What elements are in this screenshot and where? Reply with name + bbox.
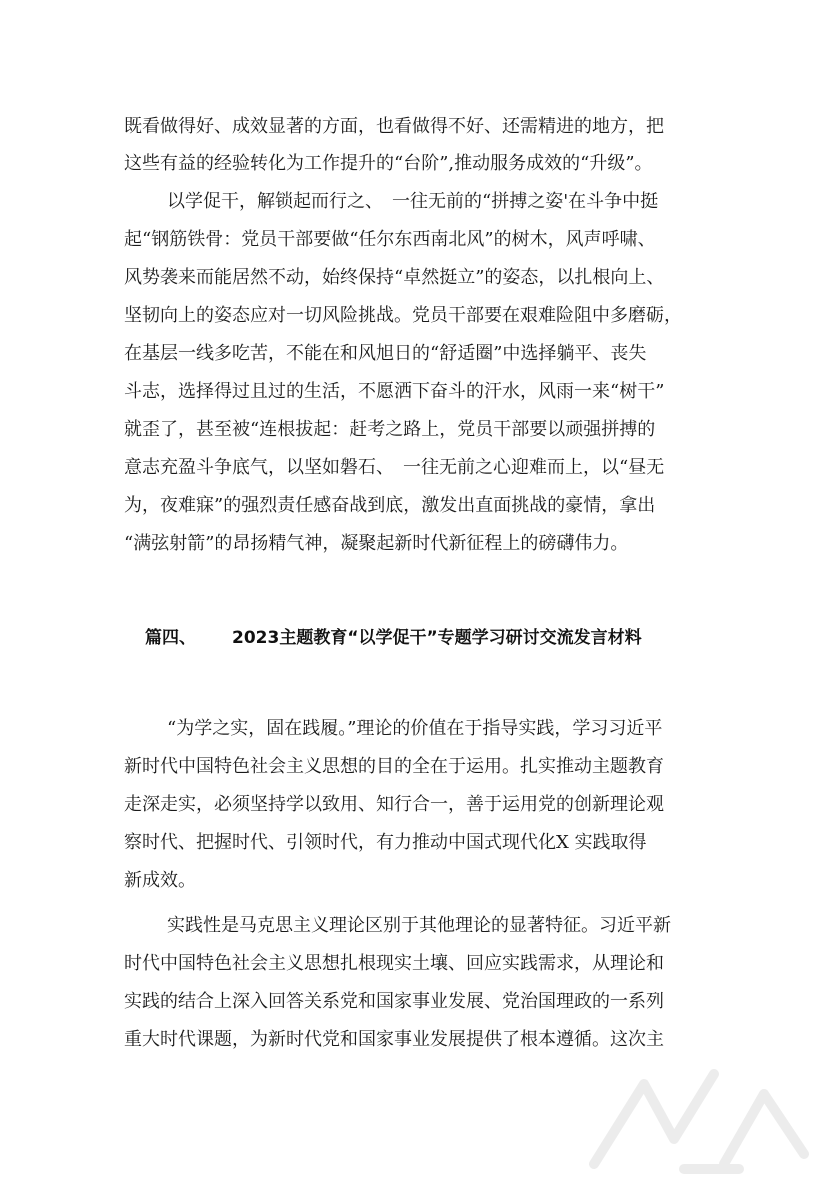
paragraph-line: 起“钢筋铁骨：党员干部要做“任尔东西南北风”的树木，风声呼啸、 [124,229,656,250]
paragraph-line: 重大时代课题，为新时代党和国家事业发展提供了根本遵循。这次主 [124,1029,664,1050]
paragraph-line: 实践性是马克思主义理论区别于其他理论的显著特征。习近平新 [167,915,671,936]
section-heading-title: 2023主题教育“以学促干”专题学习研讨交流发言材料 [232,628,642,648]
paragraph-line: 走深走实，必须坚持学以致用、知行合一，善于运用党的创新理论观 [124,794,664,815]
paragraph-line: 在基层一线多吃苦，不能在和风旭日的“舒适圈”中选择躺平、丧失 [124,343,647,364]
paragraph-line: 新时代中国特色社会主义思想的目的全在于运用。扎实推动主题教育 [124,756,664,777]
paragraph-line: 时代中国特色社会主义思想扎根现实土壤、回应实践需求，从理论和 [124,953,664,974]
paragraph-line: 新成效。 [124,870,196,891]
watermark-logo [564,1044,824,1184]
paragraph-line: 为，夜难寐”的强烈责任感奋战到底，激发出直面挑战的豪情，拿出 [124,495,656,516]
paragraph-line: 察时代、把握时代、引领时代，有力推动中国式现代化X 实践取得 [124,832,647,853]
paragraph-line: 这些有益的经验转化为工作提升的“台阶”,推动服务成效的“升级”。 [124,153,653,174]
paragraph-line: 坚韧向上的姿态应对一切风险挑战。党员干部要在艰难险阻中多磨砺， [124,305,682,326]
section-heading-prefix: 篇四、 [145,628,196,648]
paragraph-line: 风势袭来而能居然不动，始终保持“卓然挺立”的姿态，以扎根向上、 [124,267,665,288]
paragraph-line: 意志充盈斗争底气，以坚如磐石、 一往无前之心迎难而上，以“昼无 [124,457,665,478]
paragraph-line: “为学之实，固在践履。”理论的价值在于指导实践，学习习近平 [167,718,663,739]
paragraph-line: “满弦射箭”的昂扬精气神，凝聚起新时代新征程上的磅礴伟力。 [124,533,629,554]
paragraph-line: 既看做得好、成效显著的方面，也看做得不好、还需精进的地方，把 [124,116,664,137]
paragraph-line: 斗志，选择得过且过的生活，不愿洒下奋斗的汗水，风雨一来“树干” [124,381,665,402]
paragraph-line: 就歪了，甚至被“连根拔起：赶考之路上，党员干部要以顽强拼搏的 [124,419,656,440]
paragraph-line: 实践的结合上深入回答关系党和国家事业发展、党治国理政的一系列 [124,991,664,1012]
paragraph-line: 以学促干，解锁起而行之、 一往无前的“拼搏之姿'在斗争中挺 [167,191,659,212]
